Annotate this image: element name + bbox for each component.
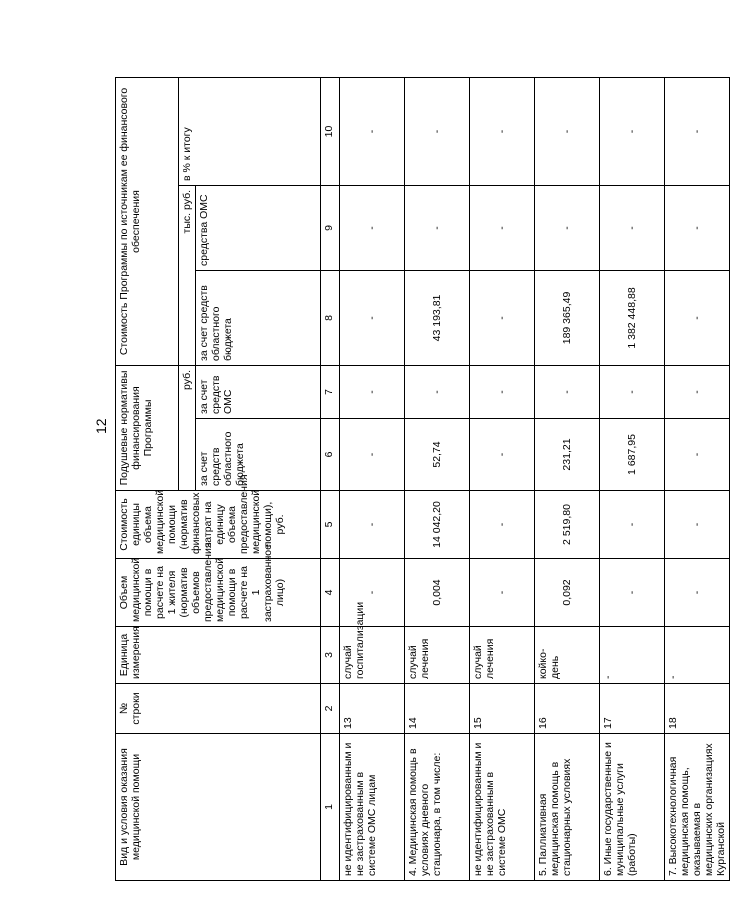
header-group-cost: Стоимость Программы по источникам ее финансового обеспечения <box>116 77 179 365</box>
row-c9: - <box>600 185 665 270</box>
row-unit: случай лечения <box>405 627 470 684</box>
row-c9: - <box>665 185 730 270</box>
header-col-5: Стоимость единицы объема медицинской помощи (норматив финансовых затрат на единицу объема предоставления медицинской помощи), руб. <box>116 491 321 559</box>
row-c5: 2 519,80 <box>535 491 600 559</box>
rotated-table-container <box>115 78 727 881</box>
row-name: 7. Высокотехнологичная медицинская помощь, оказываемая в медицинских организациях Курганской <box>665 734 730 881</box>
row-c4: 0,004 <box>405 559 470 627</box>
row-c6: - <box>470 419 535 491</box>
row-c5: - <box>665 491 730 559</box>
row-c5: - <box>600 491 665 559</box>
header-col-10: в % к итогу <box>179 77 321 185</box>
row-c5: - <box>340 491 405 559</box>
row-name: 4. Медицинская помощь в условиях дневного стационара, в том числе: <box>405 734 470 881</box>
table-row <box>405 77 470 880</box>
row-c4: - <box>600 559 665 627</box>
row-c4: 0,092 <box>535 559 600 627</box>
row-line: 13 <box>340 684 405 734</box>
row-unit: случай лечения <box>470 627 535 684</box>
row-c7: - <box>470 365 535 418</box>
row-c10: - <box>405 77 470 185</box>
row-c10: - <box>470 77 535 185</box>
colnum-7: 7 <box>321 365 340 418</box>
colnum-4: 4 <box>321 559 340 627</box>
row-line: 16 <box>535 684 600 734</box>
row-c10: - <box>535 77 600 185</box>
header-col-1: Вид и условия оказания медицинской помощи <box>116 734 321 881</box>
header-row-1 <box>116 77 179 880</box>
row-c6: - <box>340 419 405 491</box>
table-row <box>665 77 730 880</box>
row-c10: - <box>340 77 405 185</box>
row-c6: 52,74 <box>405 419 470 491</box>
row-c4: - <box>470 559 535 627</box>
colnum-5: 5 <box>321 491 340 559</box>
row-c6: 231,21 <box>535 419 600 491</box>
header-norms-unit: руб. <box>179 365 196 490</box>
column-numbers-row <box>321 77 340 880</box>
row-c5: 14 042,20 <box>405 491 470 559</box>
table-row <box>340 77 405 880</box>
program-cost-table <box>115 77 730 881</box>
row-c9: - <box>405 185 470 270</box>
row-c7: - <box>405 365 470 418</box>
row-c5: - <box>470 491 535 559</box>
row-name: 5. Паллиативная медицинская помощь в стационарных условиях <box>535 734 600 881</box>
header-col-6: за счет средств областного бюджета <box>196 419 321 491</box>
header-col-7: за счет средств ОМС <box>196 365 321 418</box>
row-c9: - <box>470 185 535 270</box>
row-name: 6. Иные государственные и муниципальные услуги (работы) <box>600 734 665 881</box>
row-c7: - <box>535 365 600 418</box>
row-line: 18 <box>665 684 730 734</box>
row-c10: - <box>665 77 730 185</box>
header-col-3: Единица измерения <box>116 627 321 684</box>
row-c8: - <box>340 270 405 365</box>
header-cost-unit: тыс. руб. <box>179 185 196 365</box>
header-col-9: средства ОМС <box>196 185 321 270</box>
row-c8: 1 382 448,88 <box>600 270 665 365</box>
row-unit: койко-день <box>535 627 600 684</box>
table-row <box>600 77 665 880</box>
colnum-8: 8 <box>321 270 340 365</box>
colnum-6: 6 <box>321 419 340 491</box>
row-unit: случай госпитализации <box>340 627 405 684</box>
row-name: не идентифицированным и не застрахованным в системе ОМС <box>470 734 535 881</box>
row-unit: - <box>600 627 665 684</box>
row-c10: - <box>600 77 665 185</box>
row-c8: 189 365,49 <box>535 270 600 365</box>
table-row <box>535 77 600 880</box>
row-c7: - <box>340 365 405 418</box>
colnum-2: 2 <box>321 684 340 734</box>
row-c6: 1 687,95 <box>600 419 665 491</box>
row-line: 14 <box>405 684 470 734</box>
colnum-1: 1 <box>321 734 340 881</box>
row-c8: 43 193,81 <box>405 270 470 365</box>
header-col-2: № строки <box>116 684 321 734</box>
row-c4: - <box>340 559 405 627</box>
row-line: 15 <box>470 684 535 734</box>
row-c9: - <box>340 185 405 270</box>
header-col-8: за счет средств областного бюджета <box>196 270 321 365</box>
row-line: 17 <box>600 684 665 734</box>
table-row <box>470 77 535 880</box>
row-c4: - <box>665 559 730 627</box>
row-c9: - <box>535 185 600 270</box>
row-c7: - <box>665 365 730 418</box>
row-c8: - <box>470 270 535 365</box>
colnum-9: 9 <box>321 185 340 270</box>
row-c8: - <box>665 270 730 365</box>
colnum-3: 3 <box>321 627 340 684</box>
row-c6: - <box>665 419 730 491</box>
header-group-norms: Подушевые нормативы финансирования Программы <box>116 365 179 490</box>
row-c7: - <box>600 365 665 418</box>
page-number: 12 <box>93 418 109 434</box>
colnum-10: 10 <box>321 77 340 185</box>
header-col-4: Объем медицинской помощи в расчете на 1 жителя (норматив объемов предоставления медицинской помощи в расчете на 1 застрахованное лицо) <box>116 559 321 627</box>
row-unit: - <box>665 627 730 684</box>
row-name: не идентифицированным и не застрахованным в системе ОМС лицам <box>340 734 405 881</box>
